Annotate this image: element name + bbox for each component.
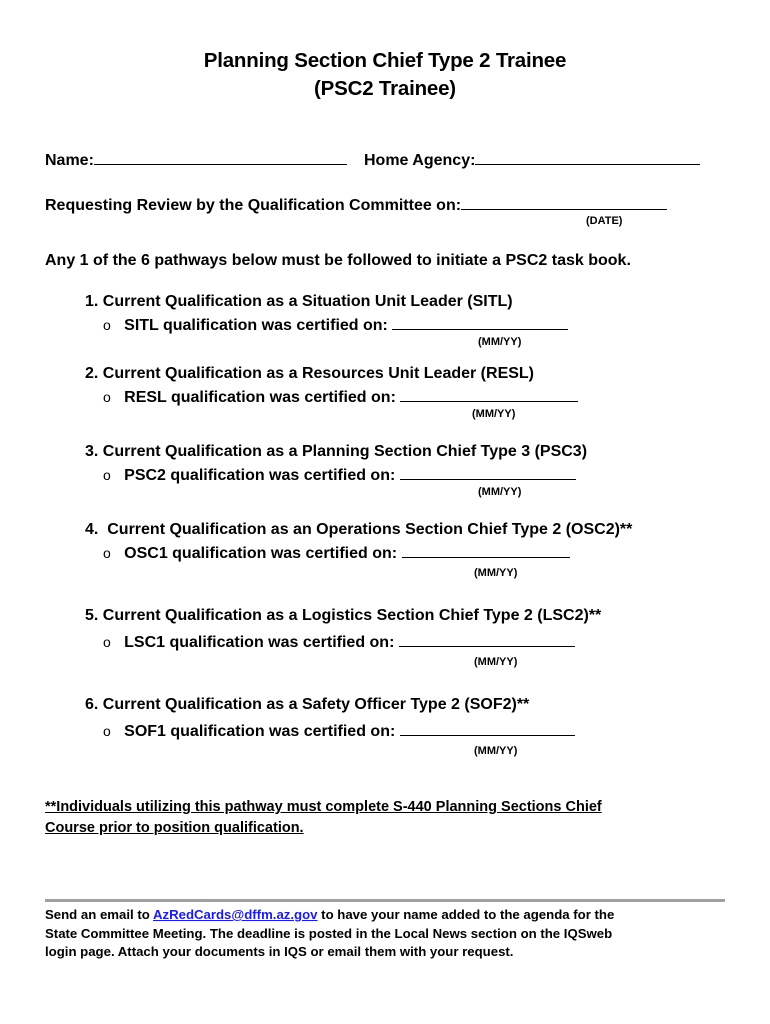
note-line-2: Course prior to position qualification. — [45, 820, 304, 836]
agency-row — [364, 149, 700, 170]
page-subtitle: (PSC2 Trainee) — [314, 77, 456, 100]
name-label: Name: — [45, 152, 94, 169]
pathway-title: Current Qualification as a Safety Officer Type 2 (SOF2)** — [102, 696, 530, 713]
pathway-4-certified-row — [103, 542, 570, 563]
date-format-caption: (MM/YY) — [472, 408, 516, 420]
certified-label: LSC1 qualification was certified on: — [124, 634, 395, 651]
date-format-caption: (MM/YY) — [478, 336, 522, 348]
psc-certified-date-field[interactable] — [400, 464, 576, 480]
pathway-title: Current Qualification as a Resources Unit Leader (RESL) — [102, 365, 535, 382]
pathway-note — [45, 797, 745, 839]
bullet-icon: o — [103, 467, 111, 483]
certified-label: RESL qualification was certified on: — [124, 389, 396, 406]
resl-certified-date-field[interactable] — [400, 386, 578, 402]
review-date-field[interactable] — [461, 194, 667, 210]
bullet-icon: o — [103, 634, 111, 650]
sof-certified-date-field[interactable] — [400, 720, 575, 736]
date-format-caption: (MM/YY) — [474, 745, 518, 757]
pathway-number: 3. — [85, 443, 99, 460]
name-field[interactable] — [94, 149, 347, 165]
date-format-caption: (MM/YY) — [478, 486, 522, 498]
bullet-icon: o — [103, 389, 111, 405]
pathway-5-heading — [85, 607, 601, 625]
name-row — [45, 149, 347, 170]
pathway-6-certified-row — [103, 720, 575, 741]
pathways-intro: Any 1 of the 6 pathways below must be followed to initiate a PSC2 task book. — [45, 252, 631, 269]
pathway-3-certified-row — [103, 464, 576, 485]
pathway-1-certified-row — [103, 314, 568, 335]
sitl-certified-date-field[interactable] — [392, 314, 568, 330]
home-agency-field[interactable] — [475, 149, 700, 165]
pathway-4-heading — [85, 521, 632, 539]
pathway-2-certified-row — [103, 386, 578, 407]
review-label: Requesting Review by the Qualification Committee on: — [45, 197, 462, 214]
pathway-1-heading — [85, 293, 513, 311]
note-line-1: **Individuals utilizing this pathway must complete S-440 Planning Sections Chief — [45, 799, 602, 815]
date-caption: (DATE) — [586, 215, 623, 227]
footer-divider — [45, 899, 725, 902]
email-link[interactable]: AzRedCards@dffm.az.gov — [152, 907, 318, 922]
footer-line-1 — [45, 906, 735, 925]
bullet-icon: o — [103, 723, 111, 739]
lsc-certified-date-field[interactable] — [399, 631, 575, 647]
pathway-5-certified-row — [103, 631, 575, 652]
review-row — [45, 194, 667, 215]
pathway-title: Current Qualification as a Planning Section Chief Type 3 (PSC3) — [102, 443, 588, 460]
pathway-number: 2. — [85, 365, 99, 382]
footer-text: Send an email to — [45, 907, 153, 922]
bullet-icon: o — [103, 545, 111, 561]
date-format-caption: (MM/YY) — [474, 656, 518, 668]
footer-line-3: login page. Attach your documents in IQS or email them with your request. — [45, 944, 514, 959]
agency-label: Home Agency: — [364, 152, 476, 169]
pathway-title: Current Qualification as a Logistics Section Chief Type 2 (LSC2)** — [102, 607, 602, 624]
pathway-2-heading — [85, 365, 534, 383]
bullet-icon: o — [103, 317, 111, 333]
certified-label: SITL qualification was certified on: — [124, 317, 388, 334]
footer-text: to have your name added to the agenda for the — [317, 907, 615, 922]
pathway-number: 4. — [85, 521, 99, 538]
footer-line-2: State Committee Meeting. The deadline is posted in the Local News section on the IQSweb — [45, 925, 613, 941]
pathway-number: 1. — [85, 293, 99, 310]
pathway-number: 5. — [85, 607, 99, 624]
pathway-3-heading — [85, 443, 587, 461]
osc-certified-date-field[interactable] — [402, 542, 570, 558]
certified-label: PSC2 qualification was certified on: — [124, 467, 396, 484]
pathway-number: 6. — [85, 696, 99, 713]
pathway-title: Current Qualification as an Operations Section Chief Type 2 (OSC2)** — [107, 521, 633, 538]
footer-instructions — [45, 906, 735, 962]
date-format-caption: (MM/YY) — [474, 567, 518, 579]
pathway-title: Current Qualification as a Situation Unit Leader (SITL) — [102, 293, 513, 310]
certified-label: SOF1 qualification was certified on: — [124, 723, 396, 740]
certified-label: OSC1 qualification was certified on: — [124, 545, 398, 562]
page-title: Planning Section Chief Type 2 Trainee — [203, 49, 567, 72]
pathway-6-heading — [85, 696, 529, 714]
